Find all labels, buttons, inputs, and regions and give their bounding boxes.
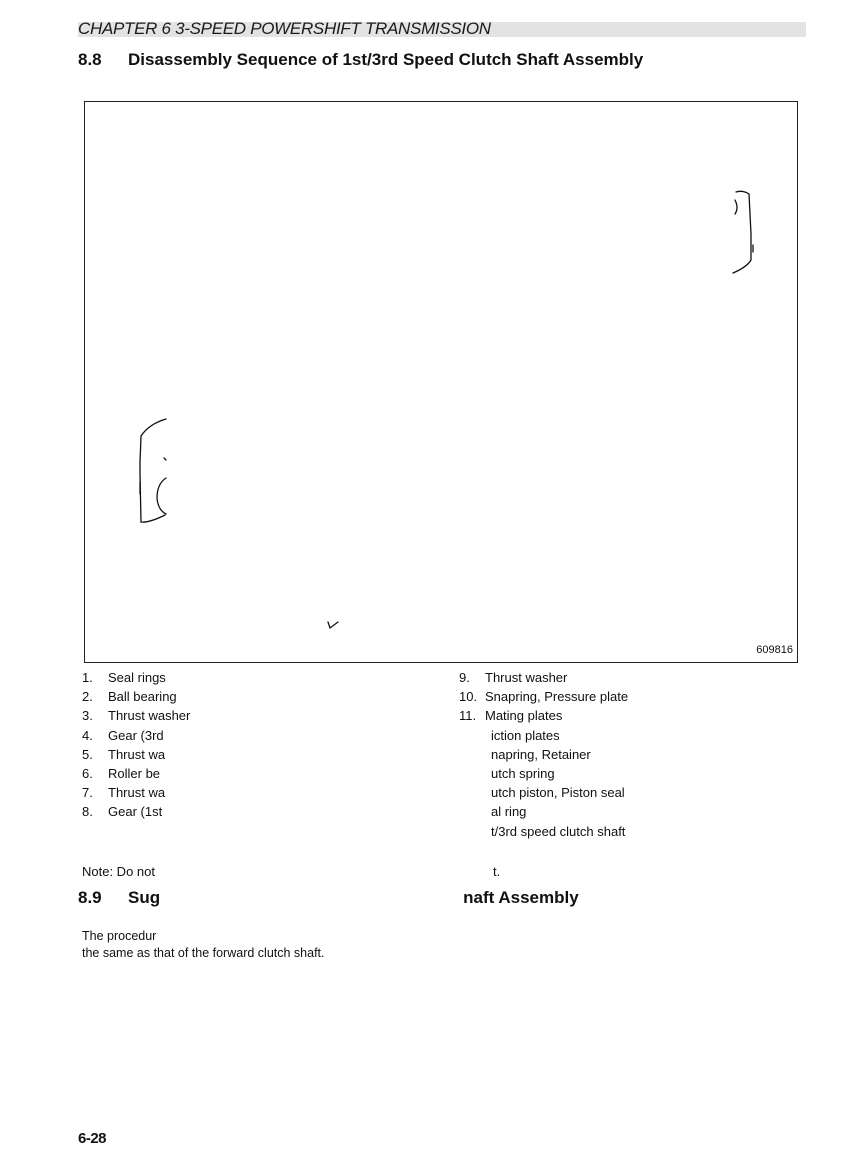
list-item [459,706,628,725]
section-8-9-heading [78,888,579,908]
item-label: Thrust wa [108,746,166,762]
item-label: Ball bearing [108,689,177,705]
list-item [459,668,628,687]
item-number: 4. [82,727,93,743]
note-text [82,864,500,879]
drawing-fragment-left-dot [164,458,166,460]
item-number: 3. [82,708,93,724]
drawing-fragment-left [140,419,166,522]
note-right: t. [493,864,501,879]
item-number: 6. [82,765,93,781]
item-number: 11. [459,708,477,724]
list-item [82,783,190,802]
item-label: napring, Retainer [491,746,591,762]
list-item [82,687,190,706]
chapter-title: CHAPTER 6 3-SPEED POWERSHIFT TRANSMISSION [78,19,491,38]
section-title: Disassembly Sequence of 1st/3rd Speed Clutch Shaft Assembly [128,50,644,69]
section-8-8-heading [78,50,643,70]
exploded-view-figure [84,101,798,663]
figure-id: 609816 [756,644,793,656]
item-label: utch spring [491,765,555,781]
item-label: Thrust washer [485,670,568,685]
item-label: iction plates [491,727,560,743]
paragraph-line-2: the same as that of the forward clutch shaft. [82,946,325,960]
item-label: utch piston, Piston seal [491,785,625,801]
parts-list-left [82,668,190,822]
list-item [82,802,190,821]
list-item [82,764,190,783]
drawing-fragment-left-arc [157,478,166,514]
paragraph-line-1: The procedur [82,929,157,943]
item-label: t/3rd speed clutch shaft [491,823,626,839]
item-label: Roller be [108,765,161,781]
parts-list-right [459,668,628,841]
item-number: 1. [82,670,93,685]
item-label: al ring [491,804,527,820]
list-item [459,764,628,783]
item-label: Thrust washer [108,708,191,724]
list-item [459,802,628,821]
list-item [82,668,190,687]
list-item [82,745,190,764]
item-number: 8. [82,804,93,820]
section-title-left: Sug [128,888,161,907]
item-number: 2. [82,689,93,705]
item-number: 7. [82,785,93,801]
figure-drawing [85,102,797,662]
item-label: Seal rings [108,670,166,685]
list-item [459,687,628,706]
list-item [459,783,628,802]
section-number: 8.8 [78,50,102,69]
list-item [82,706,190,725]
note-left: Note: Do not [82,864,155,879]
item-label: Snapring, Pressure plate [485,689,629,705]
item-label: Thrust wa [108,785,166,801]
item-label: Gear (3rd [108,727,164,743]
drawing-fragment-top-right [733,191,751,273]
drawing-fragment-top-right-inner [735,200,737,214]
list-item [459,726,628,745]
item-label: Gear (1st [108,804,163,820]
item-number: 5. [82,746,93,762]
drawing-fragment-bottom [328,622,338,628]
list-item [82,726,190,745]
list-item [459,822,628,841]
item-number: 9. [459,670,470,685]
item-number: 10. [459,689,478,705]
list-item [459,745,628,764]
section-number: 8.9 [78,888,102,907]
page-number: 6-28 [78,1130,107,1147]
item-label: Mating plates [485,708,563,724]
section-title-right: naft Assembly [463,888,579,907]
